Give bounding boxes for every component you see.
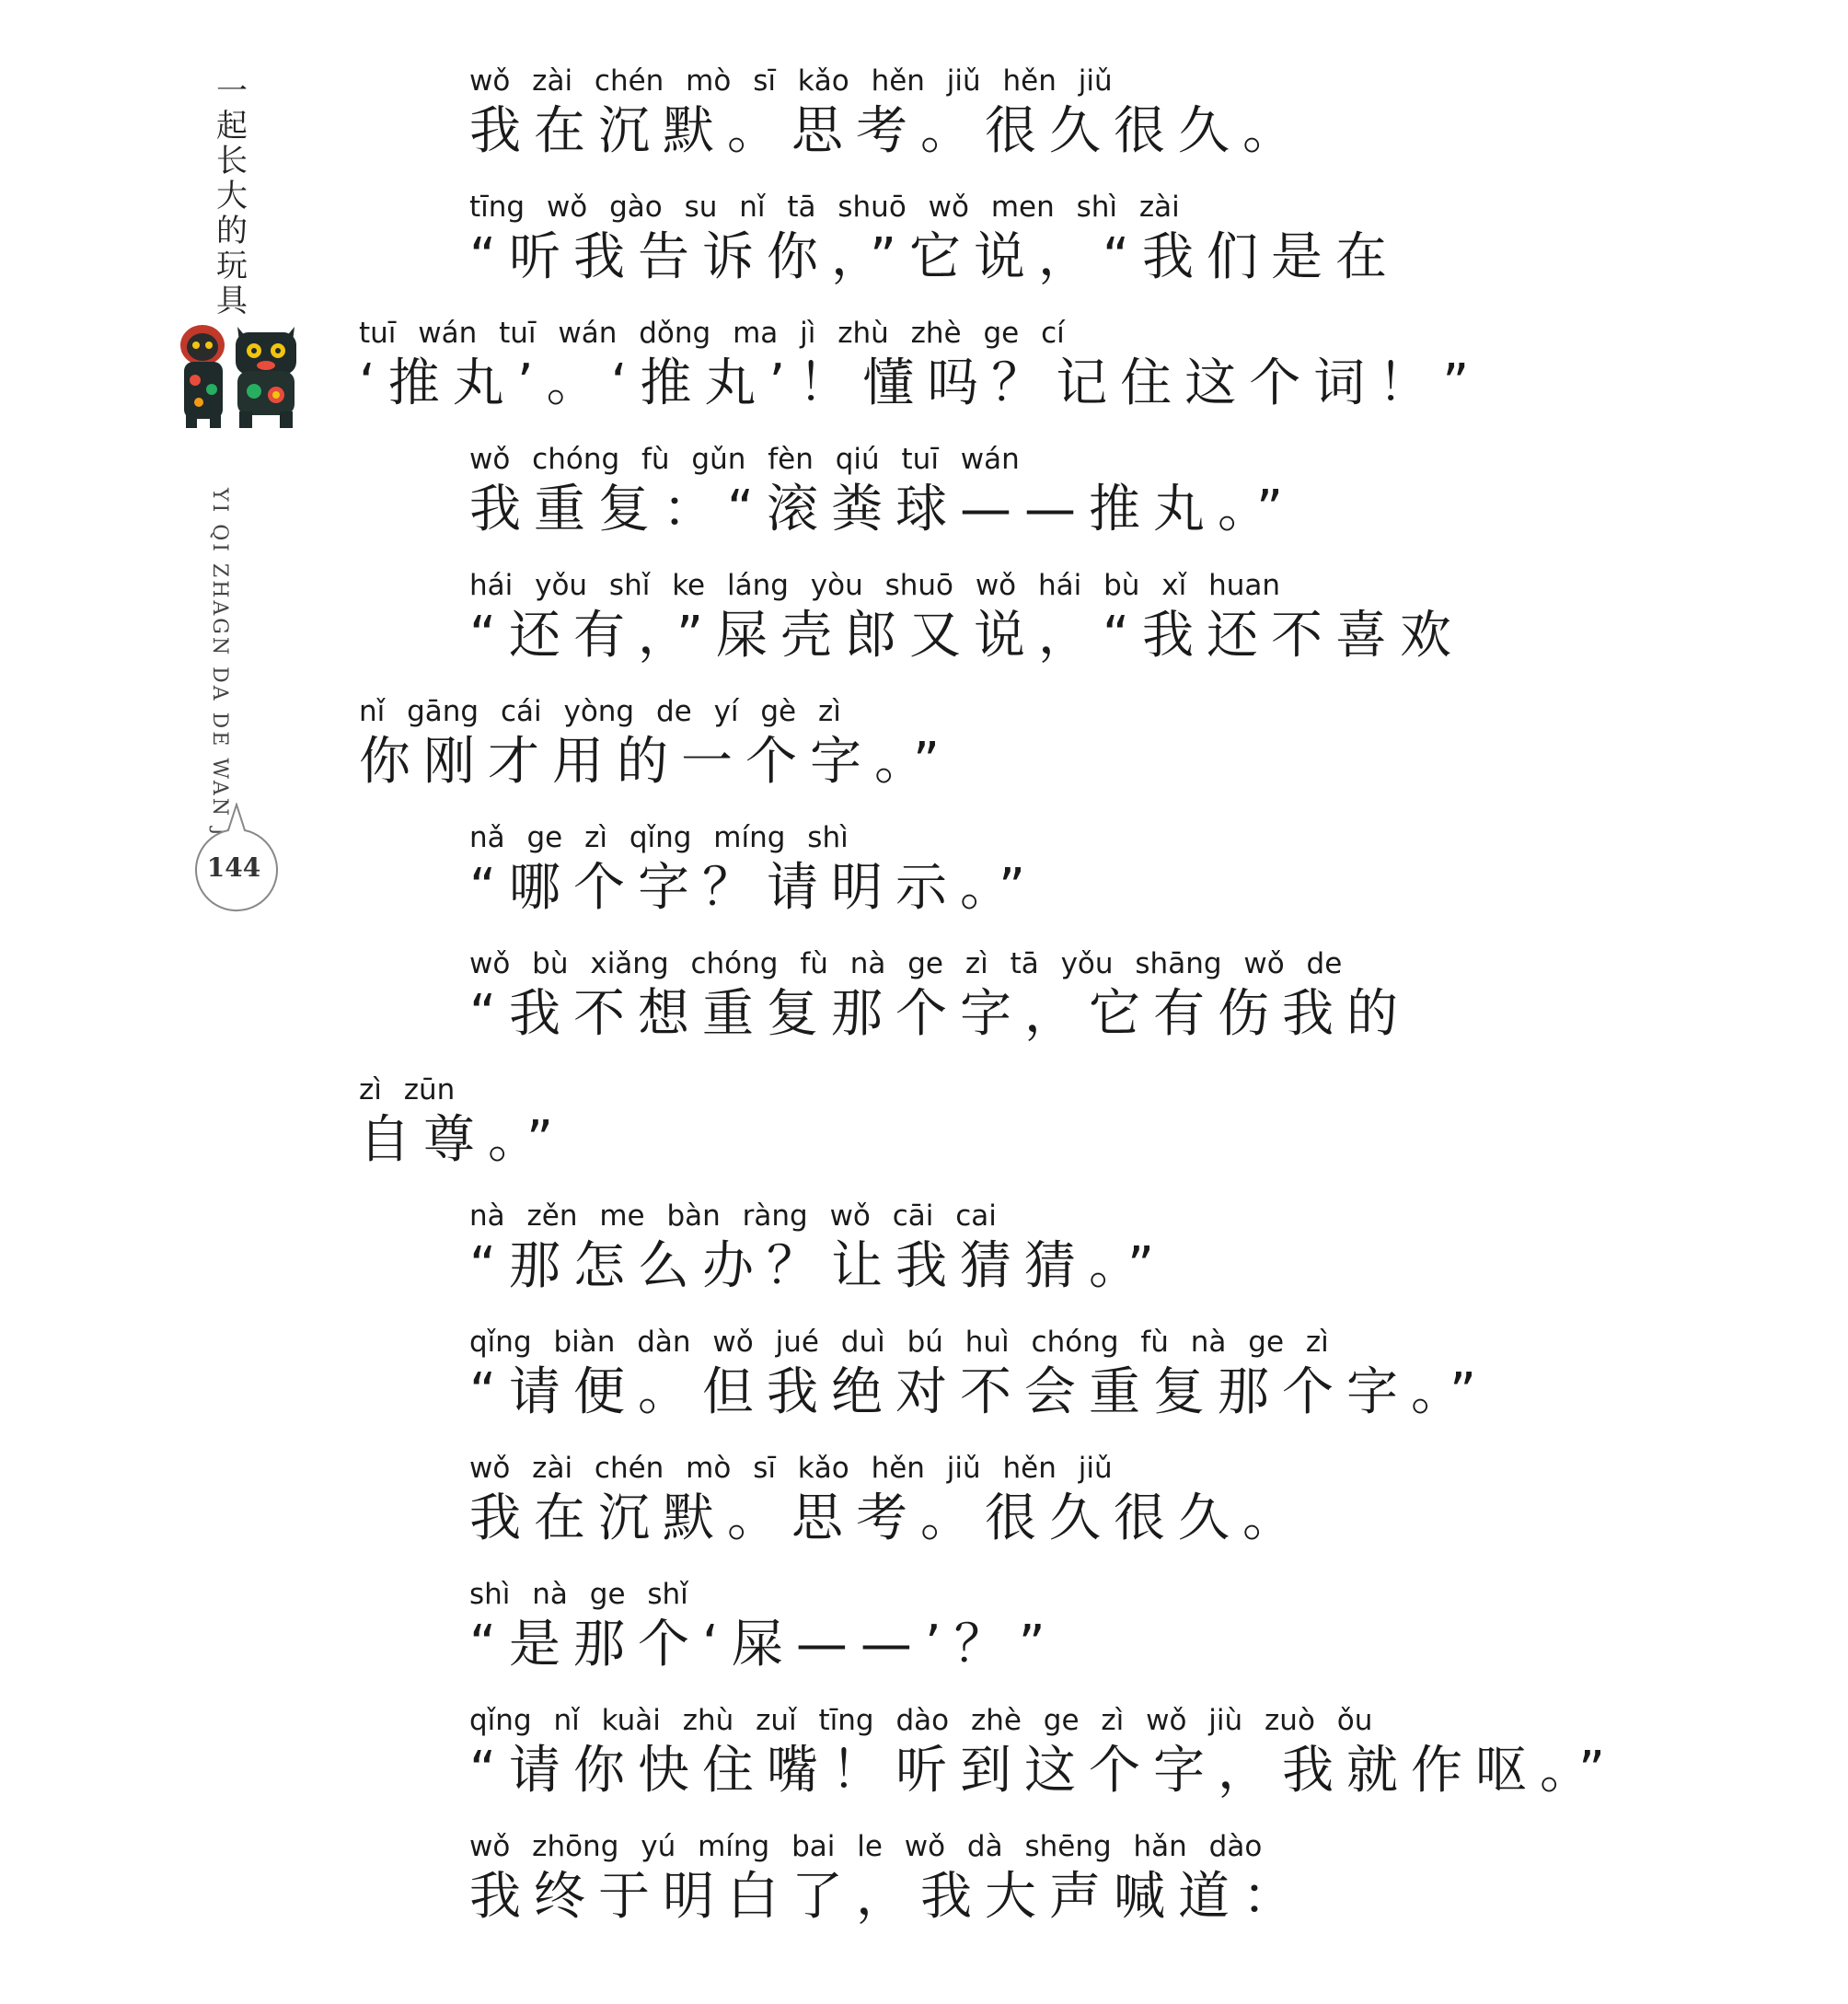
text-line (469, 1576, 1058, 1677)
text-line (359, 315, 1482, 416)
pinyin-text: wǒ zhōng yú míng bai le wǒ dà shēng hǎn dào (469, 1830, 1263, 1863)
text-line (469, 1450, 1307, 1551)
chinese-text: 自尊。” (359, 1110, 567, 1170)
text-line (469, 189, 1400, 290)
chinese-text: “我不想重复那个字，它有伤我的 (469, 984, 1412, 1044)
text-line (469, 1324, 1489, 1425)
pinyin-text: tuī wán tuī wán dǒng ma jì zhù zhè ge cí (359, 317, 1065, 350)
text-line (359, 1072, 566, 1173)
text-line (469, 945, 1411, 1047)
chinese-text: “请便。但我绝对不会重复那个字。” (469, 1362, 1490, 1422)
text-line (469, 567, 1464, 668)
pinyin-text: wǒ chóng fù gǔn fèn qiú tuī wán (469, 443, 1020, 476)
pinyin-text: qǐng biàn dàn wǒ jué duì bú huì chóng fù nà ge zì (469, 1326, 1329, 1359)
chinese-text: “请你快住嘴！听到这个字，我就作呕。” (469, 1741, 1619, 1801)
chinese-text: “哪个字？请明示。” (469, 858, 1039, 918)
text-line (469, 1702, 1618, 1803)
text-line (469, 1198, 1167, 1299)
chinese-text: 我在沉默。思考。很久很久。 (469, 101, 1307, 161)
chinese-text: 我在沉默。思考。很久很久。 (469, 1489, 1307, 1548)
pinyin-text: qǐng nǐ kuài zhù zuǐ tīng dào zhè ge zì wǒ jiù zuò ǒu (469, 1704, 1373, 1737)
text-line (359, 693, 953, 794)
book-title-chinese: 一起长大的玩具 (216, 73, 248, 319)
chinese-text: 我终于明白了，我大声喊道： (469, 1867, 1307, 1927)
pinyin-text: hái yǒu shǐ ke láng yòu shuō wǒ hái bù xǐ huan (469, 569, 1281, 602)
pinyin-text: wǒ zài chén mò sī kǎo hěn jiǔ hěn jiǔ (469, 64, 1113, 98)
text-line (469, 441, 1296, 542)
chinese-text: “还有，”屎壳郎又说，“我还不喜欢 (469, 606, 1465, 666)
chinese-text: 你刚才用的一个字。” (359, 732, 953, 792)
pinyin-text: shì nà ge shǐ (469, 1578, 688, 1611)
pinyin-text: nǐ gāng cái yòng de yí gè zì (359, 695, 841, 728)
pinyin-text: tīng wǒ gào su nǐ tā shuō wǒ men shì zài (469, 191, 1180, 224)
pinyin-text: wǒ zài chén mò sī kǎo hěn jiǔ hěn jiǔ (469, 1452, 1113, 1485)
pinyin-text: nà zěn me bàn ràng wǒ cāi cai (469, 1199, 997, 1233)
chinese-text: “是那个‘屎——’？” (469, 1615, 1058, 1674)
book-title-pinyin: YI QI ZHAGN DA DE WAN JU (208, 488, 231, 859)
page-number: 144 (206, 852, 261, 883)
chinese-text: ‘推丸’。‘推丸’！懂吗？记住这个词！” (359, 353, 1483, 413)
pinyin-text: zì zūn (359, 1073, 456, 1106)
pinyin-text: wǒ bù xiǎng chóng fù nà ge zì tā yǒu shāng wǒ de (469, 947, 1343, 980)
pinyin-text: nǎ ge zì qǐng míng shì (469, 821, 849, 854)
chinese-text: 我重复：“滚粪球——推丸。” (469, 480, 1297, 539)
text-line (469, 63, 1307, 164)
chinese-text: “听我告诉你，”它说，“我们是在 (469, 227, 1401, 287)
text-line (469, 819, 1038, 921)
chinese-text: “那怎么办？让我猜猜。” (469, 1236, 1168, 1296)
text-line (469, 1828, 1307, 1929)
